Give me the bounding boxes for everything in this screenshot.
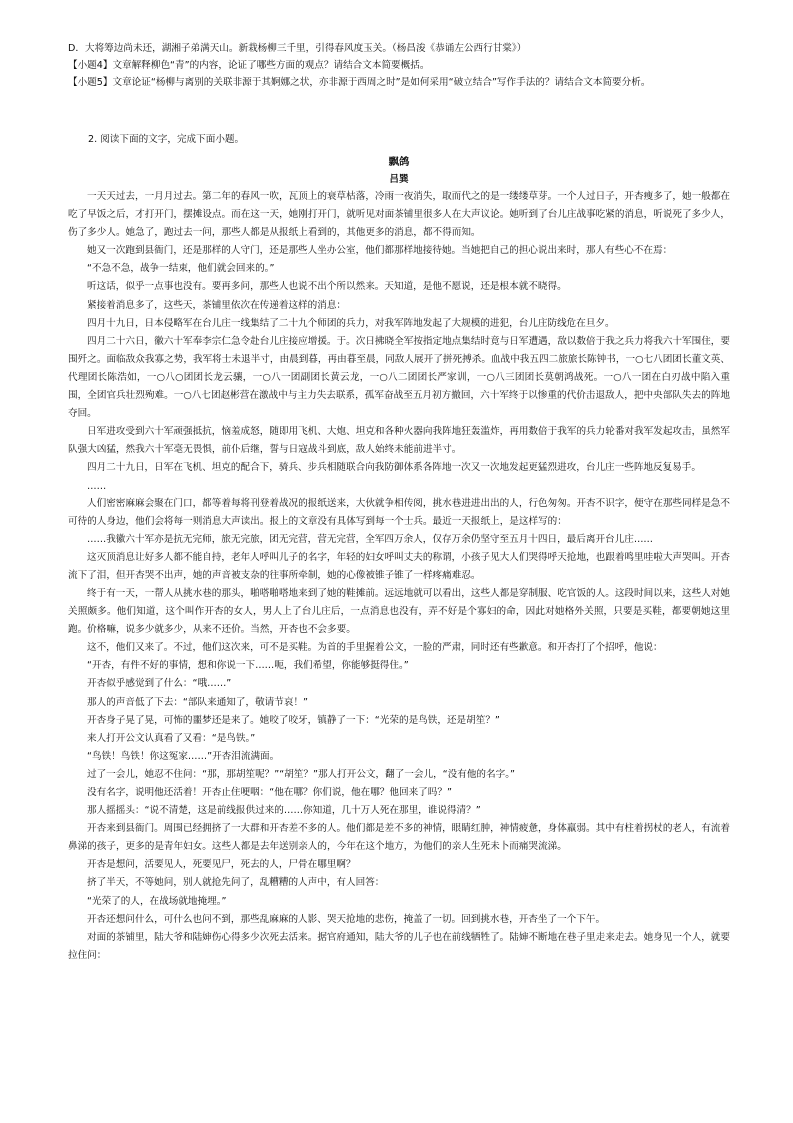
- option-d: D．大将筹边尚未还，湖湘子弟满天山。新栽杨柳三千里，引得春风度玉关。（杨昌浚《恭诵左公西行甘棠》）: [68, 43, 527, 54]
- paragraph: 没有名字，说明他还活着！开杏止住哽咽：“他在哪？你们说，他在哪？他回来了吗？”: [87, 787, 452, 798]
- paragraph: 四月二十六日，徽六十军奉李宗仁急令赴台儿庄接应增援。于。次日拂晓全军按指定地点集结时竟与日军遭遇，敌以数倍于我之兵力将我六十军围住，要围歼之。面临敌众我寡之势，我军将士未退半寸，由晨到暮，再由暮至晨，同敌人展开了拼死搏杀。血战中我五四二旅旅长陈钟书，一○七八团团长董文英、代理团长陈浩如，一○八○团团长龙云骧，一○八一团副团长黄云龙，一○八二团团长严家训，一○八三团团长莫朝鸿战死。一○八一团在白刃战中陷入重围，全团官兵壮烈殉难。一○八七团赵彬营在激战中与主力失去联系，孤军奋战至五月初方撤回，六十军终于以惨重的代价击退敌人，把中央部队失去的阵地夺回。: [68, 335, 730, 420]
- paragraph: 听这话，似乎一点事也没有。要再多问，那些人也说不出个所以然来。天知道，是他不愿说，还是根本就不晓得。: [87, 281, 567, 293]
- paragraph: 四月十九日，日本侵略军在台儿庄一线集结了二十九个师团的兵力，对我军阵地发起了大规模的进犯，台儿庄防线危在旦夕。: [87, 317, 615, 329]
- paragraph: 开杏还想问什么，可什么也问不到，那些乱麻麻的人影、哭天抢地的悲伤，掩盖了一切。回到挑水巷，开杏坐了一个下午。: [87, 913, 606, 925]
- story-author: 吕巽: [389, 174, 409, 185]
- ellipsis: ……: [87, 480, 107, 492]
- paragraph: 这不，他们又来了。不过，他们这次来，可不是买鞋。为首的手里握着公文，一脸的严肃，同时还有些歉意。和开杏打了个招呼，他说：: [87, 642, 663, 654]
- quote: “鸟铁！鸟铁！你这冤家……”开杏泪流满面。: [87, 750, 280, 762]
- paragraph: 来人打开公文认真看了又看：“是鸟铁。”: [87, 732, 256, 744]
- story-body: [68, 188, 730, 965]
- paragraph: 四月二十九日，日军在飞机、坦克的配合下，骑兵、步兵相随联合向我防御体系各阵地一次又一次地发起更猛烈进攻，台儿庄一些阵地反复易手。: [87, 462, 701, 474]
- paragraph: 对面的茶铺里，陆大爷和陆婶伤心得多少次死去活来。据官府通知，陆大爷的儿子也在前线牺牲了。陆婶不断地在巷子里走来走去。她身见一个人，就要拉住问：: [68, 931, 730, 961]
- paragraph: 那人摇摇头：“说不清楚，这是前线报供过来的……你知道，几十万人死在那里，谁说得清？”: [87, 805, 481, 817]
- paragraph: 日军进攻受到六十军顽强抵抗，恼羞成怒，随即用飞机、大炮、坦克和各种火器向我阵地狂轰滥炸，再用数倍于我军的兵力轮番对我军发起攻击，虽然军队强大凶猛，然我六十军毫无畏惧，前仆后继，誓与日寇战斗到底，敌人始终未能前进半寸。: [68, 426, 730, 456]
- paragraph: 紧接着消息多了，这些天，茶铺里依次在传递着这样的消息：: [87, 299, 347, 311]
- paragraph: 人们密密麻麻会聚在门口，都等着每将刊登着战况的报纸送来，大伙就争相传阅，挑水巷进进出出的人，行色匆匆。开杏不识字，便守在那些同样是急不可待的人身边，他们会将每一则消息大声读出。报上的文章没有具体写到每一个士兵。最近一天报纸上，是这样写的：: [68, 497, 730, 527]
- paragraph: ……我徽六十军亦是抗无完师，旅无完旅，团无完营，营无完营，全军四万余人，仅存万余仍坚守至五月十四日，最后离开台儿庄……: [87, 533, 654, 545]
- paragraph: 开杏似乎感觉到了什么：“哦……”: [87, 678, 232, 690]
- quote: “开杏，有件不好的事情，想和你说一下……呃，我们希望，你能够挺得住。”: [87, 660, 409, 672]
- paragraph: 那人的声音低了下去：“部队来通知了，敬请节哀！”: [87, 696, 309, 708]
- question-5: 【小题5】文章论证“杨柳与离别的关联非源于其婀娜之状，亦非源于西周之时”是如何采用“破立结合”写作手法的？请结合文本简要分析。: [68, 77, 651, 88]
- paragraph: 这灭顶消息让好多人都不能自持，老年人呼叫儿子的名字，年轻的妇女呼叫丈夫的称谓，小孩子见大人们哭得呼天抢地，也跟着鸣里哇啦大声哭叫。开杏流下了泪，但开杏哭不出声，她的声音被支杂的往事所牵制，她的心像被锥子锥了一样疼痛难忍。: [68, 551, 730, 581]
- story-title: 飘鸽: [388, 156, 410, 168]
- paragraph: 开杏是想问，活要见人，死要见尸，死去的人，尸骨在哪里啊？: [87, 859, 356, 871]
- exam-page: [68, 40, 730, 965]
- paragraph: 开杏身子晃了晃，可怖的噩梦还是来了。她咬了咬牙，镇静了一下：“光荣的是鸟铁，还是胡笙？”: [87, 714, 500, 726]
- question-4: 【小题4】文章解释柳色“青”的内容，论证了哪些方面的观点？请结合文本简要概括。: [68, 60, 430, 71]
- paragraph: 一天天过去，一月月过去。第二年的春风一吹，瓦顶上的衰草枯落，冷雨一夜消失，取而代之的是一缕缕草芽。一个人过日子，开杏瘦多了，她一般都在吃了早饭之后，才打开门，摆摊设点。而在这一天，她刚打开门，就听见对面茶铺里很多人在大声议论。她听到了台儿庄战事吃紧的消息，听说死了多少人，伤了多少人。她急了，跑过去一问，那些人都是从报纸上看到的，其他更多的消息，都不得而知。: [68, 191, 730, 239]
- paragraph: 终于有一天，一帮人从挑水巷的那头，啪嗒啪嗒地来到了她的鞋摊前。远远地就可以看出，这些人都是穿制服、吃官饭的人。这段时间以来，这些人对她关照颇多。他们知道，这个叫作开杏的女人，男人上了台儿庄后，一点消息也没有，弄不好是个寡妇的命，因此对她格外关照，只要是买鞋，都要朝她这里跑。价格嘛，说多少就多少，从来不还价。当然，开杏也不会多要。: [68, 587, 730, 636]
- quote: “不急不急，战争一结束，他们就会回来的。”: [87, 263, 275, 275]
- paragraph: 开杏来到县衙门。周围已经拥挤了一大群和开杏差不多的人。他们都是差不多的神情，眼睛红肿，神情疲惫，身体羸弱。其中有柱着拐杖的老人，有流着鼻涕的孩子，更多的是青年妇女。这些人都是去年送别亲人的，今年在这个地方，为他们的亲人生死未卜而痛哭流涕。: [68, 823, 730, 853]
- paragraph: 过了一会儿，她忍不住问：“那，那胡笙呢？”“胡笙？”那人打开公文，翻了一会儿，“没有他的名字。”: [87, 768, 515, 780]
- section-heading: 2. 阅读下面的文字，完成下面小题。: [88, 134, 245, 145]
- paragraph: 她又一次跑到县衙门，还是那样的人守门，还是那些人坐办公室，他们都那样地接待她。当她把自己的担心说出来时，那人有些心不在焉：: [87, 245, 673, 257]
- paragraph: 挤了半天，不等她问，别人就抢先问了，乱糟糟的人声中，有人回答：: [87, 877, 385, 889]
- quote: “光荣了的人，在战场就地掩埋。”: [87, 895, 227, 907]
